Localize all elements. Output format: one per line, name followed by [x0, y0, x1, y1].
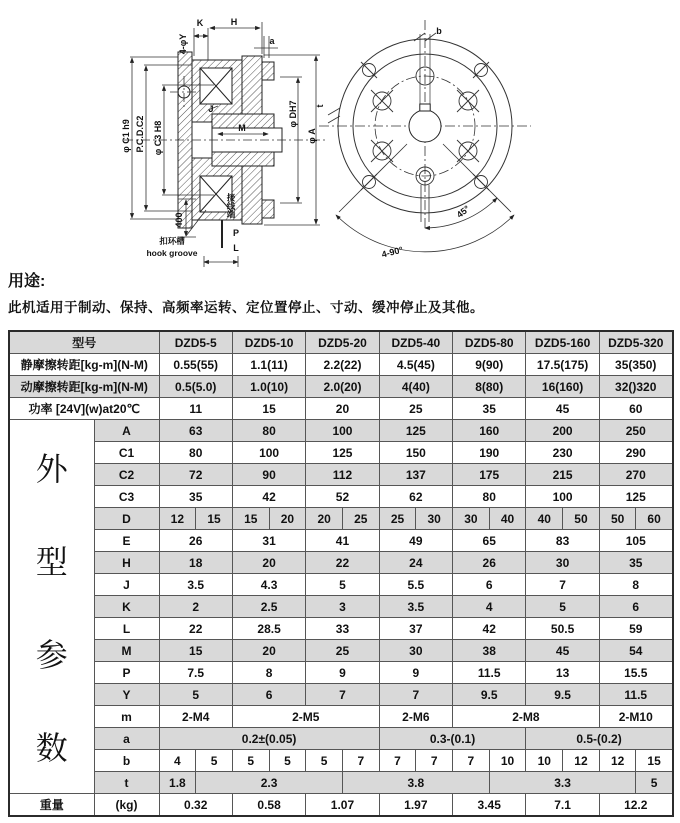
row-label: a	[94, 728, 159, 750]
table-row-m	[9, 706, 673, 728]
row-label: D	[94, 508, 159, 530]
cell: 100	[306, 420, 379, 442]
row-label: C1	[94, 442, 159, 464]
row-label: H	[94, 552, 159, 574]
cell: 0.32	[159, 794, 232, 817]
cell: DZD5-80	[453, 331, 526, 354]
cell: 215	[526, 464, 599, 486]
cell: 0.2±(0.05)	[159, 728, 379, 750]
cell: 190	[453, 442, 526, 464]
cell: 35	[599, 552, 672, 574]
row-label: 动摩擦转距[kg-m](N-M)	[9, 376, 159, 398]
row-label: 重量	[9, 794, 94, 817]
cell: DZD5-20	[306, 331, 379, 354]
cell: 50	[563, 508, 600, 530]
cell: DZD5-10	[232, 331, 305, 354]
cell: 38	[453, 640, 526, 662]
cell: 16(160)	[526, 376, 599, 398]
dim-M: M	[238, 123, 246, 133]
dim-400: 400	[174, 212, 184, 228]
cell: 2-M6	[379, 706, 452, 728]
cell: 5	[306, 750, 343, 772]
dim-DH7: φ DH7	[288, 100, 298, 128]
cell: 4.5(45)	[379, 354, 452, 376]
cell: 20	[232, 552, 305, 574]
cell: 2-M8	[453, 706, 600, 728]
row-label: b	[94, 750, 159, 772]
cell: 49	[379, 530, 452, 552]
cell: 0.5-(0.2)	[526, 728, 673, 750]
cell: 0.3-(0.1)	[379, 728, 526, 750]
dim-45deg: 45°	[454, 203, 472, 220]
cell: 80	[453, 486, 526, 508]
cell: 1.97	[379, 794, 452, 817]
cell: 150	[379, 442, 452, 464]
cell: 15.5	[599, 662, 672, 684]
cell: 18	[159, 552, 232, 574]
side-label-text: 外 型 参 数	[35, 450, 68, 767]
cell: 5	[232, 750, 269, 772]
cell: 3.8	[342, 772, 489, 794]
cell: 1.8	[159, 772, 196, 794]
cell: 2-M10	[599, 706, 672, 728]
cell: 37	[379, 618, 452, 640]
row-label: P	[94, 662, 159, 684]
cell: 72	[159, 464, 232, 486]
dim-4phiY: 4-φY	[178, 33, 188, 55]
dim-C3: φ C3 H8	[153, 120, 163, 156]
cell: 6	[599, 596, 672, 618]
cell: 9	[379, 662, 452, 684]
cell: 8(80)	[453, 376, 526, 398]
cell: 5	[196, 750, 233, 772]
cell: 42	[453, 618, 526, 640]
cell: 7	[342, 750, 379, 772]
cell: 42	[232, 486, 305, 508]
cell: 45	[526, 640, 599, 662]
cell: 2-M4	[159, 706, 232, 728]
usage-heading: 用途:	[8, 273, 46, 290]
table-row-P	[9, 662, 673, 684]
cell: 7	[379, 684, 452, 706]
cell: 2	[159, 596, 232, 618]
cell: 2.0(20)	[306, 376, 379, 398]
front-view-drawing	[315, 14, 570, 268]
cell: 290	[599, 442, 672, 464]
cell: 230	[526, 442, 599, 464]
cell: 15	[232, 398, 305, 420]
cell: 50	[599, 508, 636, 530]
cell: 83	[526, 530, 599, 552]
cell: 11.5	[599, 684, 672, 706]
cell: 25	[342, 508, 379, 530]
table-row-model	[9, 331, 673, 354]
cell: 7	[379, 750, 416, 772]
cross-section-drawing	[120, 14, 335, 268]
cell: 100	[232, 442, 305, 464]
cell: 17.5(175)	[526, 354, 599, 376]
dim-L: L	[233, 243, 239, 253]
cell: 12	[563, 750, 600, 772]
cell: 7	[526, 574, 599, 596]
dim-4-90deg: 4-90°	[380, 244, 404, 260]
cell: 60	[636, 508, 673, 530]
cell: 15	[196, 508, 233, 530]
cell: 26	[453, 552, 526, 574]
cell: 33	[306, 618, 379, 640]
cell: 2.5	[232, 596, 305, 618]
cell: 62	[379, 486, 452, 508]
cell: 5	[636, 772, 673, 794]
cell: 35	[453, 398, 526, 420]
table-row-t	[9, 772, 673, 794]
cell: 3.45	[453, 794, 526, 817]
cell: 250	[599, 420, 672, 442]
table-row-static-torque	[9, 354, 673, 376]
cell: 28.5	[232, 618, 305, 640]
row-label: A	[94, 420, 159, 442]
cell: 3.5	[159, 574, 232, 596]
row-label: 静摩擦转距[kg-m](N-M)	[9, 354, 159, 376]
cell: 9.5	[453, 684, 526, 706]
table-row-b	[9, 750, 673, 772]
cell: 7	[453, 750, 490, 772]
cell: 45	[526, 398, 599, 420]
dim-H: H	[230, 17, 238, 27]
cell: 11	[159, 398, 232, 420]
cell: 25	[306, 640, 379, 662]
cell: 112	[306, 464, 379, 486]
cell: 200	[526, 420, 599, 442]
cell: 1.1(11)	[232, 354, 305, 376]
cell: 13	[526, 662, 599, 684]
table-row-H	[9, 552, 673, 574]
cell: 12	[159, 508, 196, 530]
cell: 2-M5	[232, 706, 379, 728]
table-row-C1	[9, 442, 673, 464]
cell: 1.07	[306, 794, 379, 817]
hook-groove-cn: 扣环槽	[159, 236, 185, 246]
cell: 4	[159, 750, 196, 772]
cell: 9	[306, 662, 379, 684]
cell: 0.55(55)	[159, 354, 232, 376]
cell: 30	[453, 508, 490, 530]
table-row-C2	[9, 464, 673, 486]
cell: 7	[306, 684, 379, 706]
cell: 25	[379, 508, 416, 530]
cell: 90	[232, 464, 305, 486]
cell: 0.58	[232, 794, 305, 817]
cell: 20	[232, 640, 305, 662]
cell: 35	[159, 486, 232, 508]
row-label: C3	[94, 486, 159, 508]
terminal-label: 接线端	[226, 193, 236, 219]
cell: DZD5-5	[159, 331, 232, 354]
cell: 7.5	[159, 662, 232, 684]
cell: 10	[526, 750, 563, 772]
cell: 5	[306, 574, 379, 596]
cell: 5	[526, 596, 599, 618]
cell: 125	[379, 420, 452, 442]
dim-b: b	[436, 26, 442, 36]
cell: 6	[232, 684, 305, 706]
cell: 4.3	[232, 574, 305, 596]
cell: 8	[599, 574, 672, 596]
cell: 65	[453, 530, 526, 552]
cell: 50.5	[526, 618, 599, 640]
cell: 6	[453, 574, 526, 596]
technical-drawings	[0, 0, 680, 268]
cell: 59	[599, 618, 672, 640]
cell: 9.5	[526, 684, 599, 706]
cell: 25	[379, 398, 452, 420]
cell: 54	[599, 640, 672, 662]
cell: 80	[159, 442, 232, 464]
cell: 10	[489, 750, 526, 772]
cell: 2.2(22)	[306, 354, 379, 376]
cell: 20	[306, 508, 343, 530]
table-row-Y	[9, 684, 673, 706]
cell: 15	[232, 508, 269, 530]
cell: 8	[232, 662, 305, 684]
side-label-dimensions	[9, 420, 94, 794]
cell: 32()320	[599, 376, 672, 398]
cell: 30	[379, 640, 452, 662]
dim-t: t	[315, 104, 325, 108]
weight-unit: (kg)	[94, 794, 159, 817]
dim-J: J	[208, 104, 214, 114]
usage-description: 此机适用于制动、保持、高频率运转、定位置停止、寸动、缓冲停止及其他。	[8, 300, 484, 315]
cell: 175	[453, 464, 526, 486]
table-row-weight	[9, 794, 673, 817]
cell: 41	[306, 530, 379, 552]
dim-A: φ A	[307, 128, 317, 144]
row-label: C2	[94, 464, 159, 486]
dim-a: a	[269, 36, 275, 46]
cell: 5	[269, 750, 306, 772]
cell: 7	[416, 750, 453, 772]
row-label: M	[94, 640, 159, 662]
table-row-A	[9, 420, 673, 442]
hook-groove-en: hook groove	[146, 248, 198, 258]
dim-C1: φ C1 h9	[121, 119, 131, 153]
cell: 125	[599, 486, 672, 508]
dim-P: P	[232, 228, 240, 238]
row-label: K	[94, 596, 159, 618]
cell: DZD5-160	[526, 331, 599, 354]
cell: 125	[306, 442, 379, 464]
row-label: 型号	[9, 331, 159, 354]
cell: 105	[599, 530, 672, 552]
cell: 30	[416, 508, 453, 530]
cell: 63	[159, 420, 232, 442]
table-row-C3	[9, 486, 673, 508]
cell: 40	[526, 508, 563, 530]
table-row-M	[9, 640, 673, 662]
cell: 4(40)	[379, 376, 452, 398]
cell: 2.3	[196, 772, 343, 794]
cell: 5	[159, 684, 232, 706]
table-row-D	[9, 508, 673, 530]
cell: 3.3	[489, 772, 636, 794]
cell: 52	[306, 486, 379, 508]
cell: 12.2	[599, 794, 672, 817]
cell: 11.5	[453, 662, 526, 684]
cell: 31	[232, 530, 305, 552]
cell: 20	[269, 508, 306, 530]
table-row-J	[9, 574, 673, 596]
table-row-K	[9, 596, 673, 618]
cell: DZD5-40	[379, 331, 452, 354]
cell: 270	[599, 464, 672, 486]
cell: 22	[159, 618, 232, 640]
cell: 5.5	[379, 574, 452, 596]
cell: 137	[379, 464, 452, 486]
row-label: L	[94, 618, 159, 640]
cell: 15	[636, 750, 673, 772]
cell: 15	[159, 640, 232, 662]
cell: 30	[526, 552, 599, 574]
cell: 3.5	[379, 596, 452, 618]
cell: 7.1	[526, 794, 599, 817]
row-label: t	[94, 772, 159, 794]
specification-table	[8, 330, 674, 817]
row-label: m	[94, 706, 159, 728]
row-label: 功率 [24V](w)at20℃	[9, 398, 159, 420]
table-row-E	[9, 530, 673, 552]
cell: 3	[306, 596, 379, 618]
cell: 12	[599, 750, 636, 772]
cell: 24	[379, 552, 452, 574]
cell: 80	[232, 420, 305, 442]
table-row-dynamic-torque	[9, 376, 673, 398]
cell: 60	[599, 398, 672, 420]
cell: 26	[159, 530, 232, 552]
cell: 35(350)	[599, 354, 672, 376]
dim-PCD: P.C.D.C2	[135, 115, 145, 153]
dim-K: K	[196, 18, 204, 28]
cell: 160	[453, 420, 526, 442]
table-row-a	[9, 728, 673, 750]
cell: 22	[306, 552, 379, 574]
cell: 9(90)	[453, 354, 526, 376]
table-row-power	[9, 398, 673, 420]
table-row-L	[9, 618, 673, 640]
cell: 20	[306, 398, 379, 420]
cell: 4	[453, 596, 526, 618]
cell: 40	[489, 508, 526, 530]
cell: 100	[526, 486, 599, 508]
cell: DZD5-320	[599, 331, 672, 354]
row-label: E	[94, 530, 159, 552]
cell: 0.5(5.0)	[159, 376, 232, 398]
row-label: Y	[94, 684, 159, 706]
row-label: J	[94, 574, 159, 596]
cell: 1.0(10)	[232, 376, 305, 398]
